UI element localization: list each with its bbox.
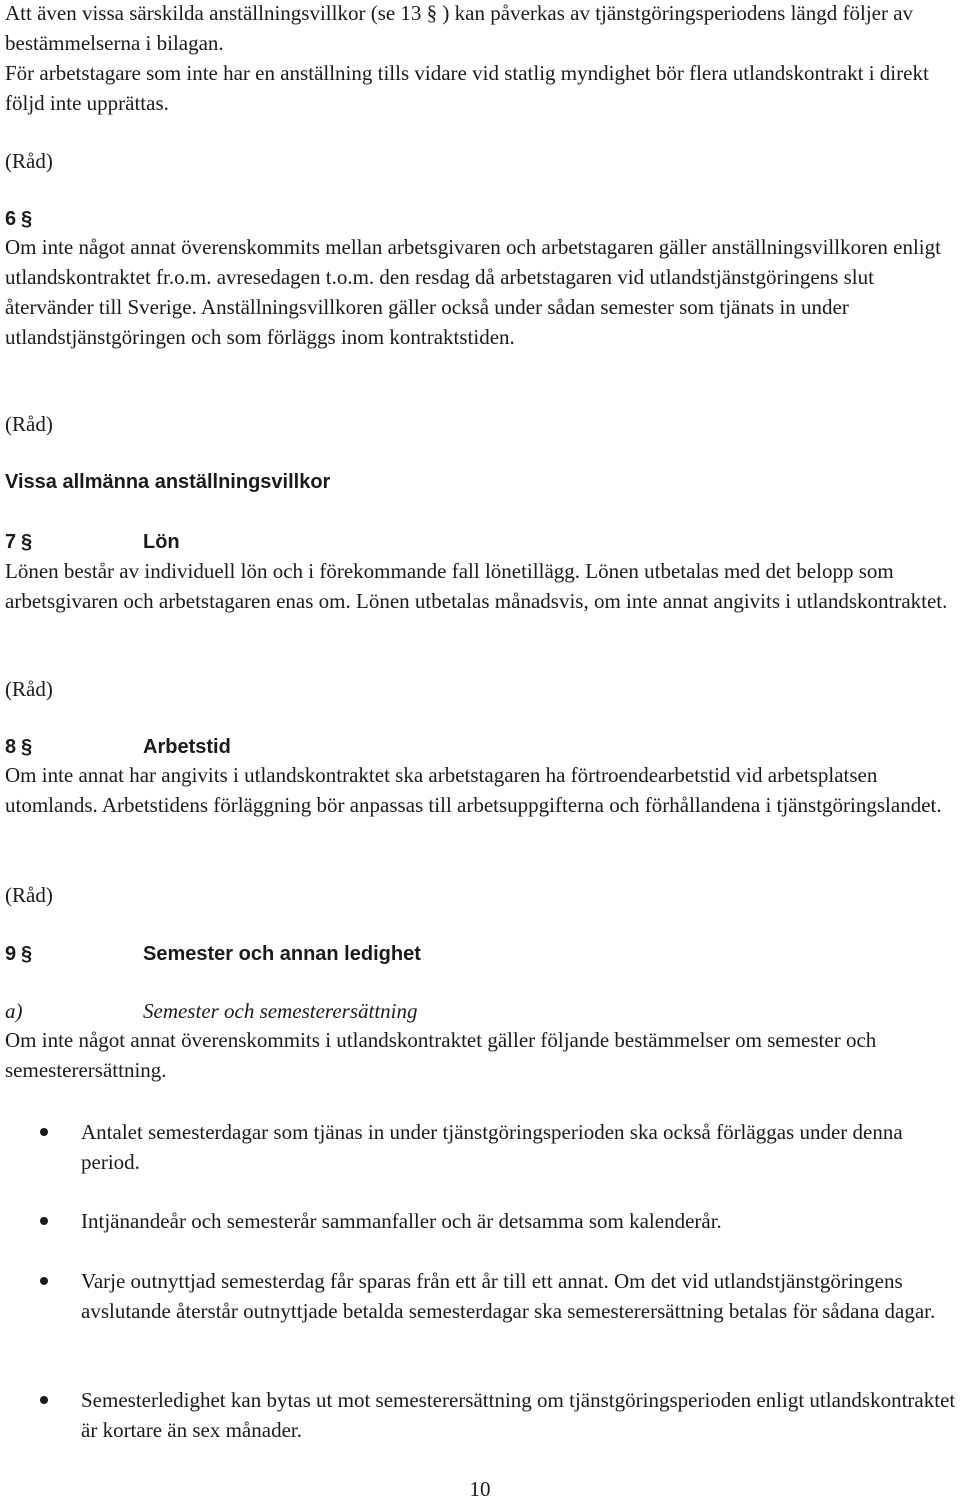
intro-line-2: För arbetstagare som inte har en anställning tills vidare vid statlig myndighet bör flera utlandskontrakt i direkt följd inte upprättas. — [5, 61, 929, 115]
section-7-body — [5, 556, 957, 616]
list-item-text: Varje outnyttjad semesterdag får sparas från ett år till ett annat. Om det vid utlandstjänstgöringens avslutande återstår outnyttjade betalda semesterdagar ska semesterersättning betalas för sådana dagar. — [81, 1269, 936, 1323]
section-8-text: Om inte annat har angivits i utlandskontraktet ska arbetstagaren ha förtroendearbetstid vid arbetsplatsen utomlands. Arbetstidens förläggning bör anpassas till arbetsuppgifterna och förhållandena i tjänstgöringslandet. — [5, 763, 942, 817]
section-title: Lön — [143, 531, 180, 553]
subsection-letter: a) — [5, 999, 23, 1023]
rad-label: (Råd) — [5, 412, 53, 436]
section-6-heading — [5, 204, 945, 234]
section-number: 6 — [5, 208, 17, 230]
rad-label: (Råd) — [5, 883, 53, 907]
section-sign: § — [21, 736, 33, 758]
section-sign: § — [21, 943, 33, 965]
section-number: 7 — [5, 531, 17, 553]
bullet-icon — [40, 1396, 48, 1404]
list-item-text: Antalet semesterdagar som tjänas in under tjänstgöringsperioden ska också förläggas under denna period. — [81, 1120, 903, 1174]
section-6-text: Om inte något annat överenskommits mellan arbetsgivaren och arbetstagaren gäller anställningsvillkoren enligt utlandskontraktet fr.o.m. avresedagen t.o.m. den resdag då arbetstagaren vid utlandstjänstgöringens slut återvänder till Sverige. Anställningsvillkoren gäller också under sådan semester som tjänats in under utlandstjänstgöringen och som förläggs inom kontraktstiden. — [5, 235, 941, 349]
section-group-heading: Vissa allmänna anställningsvillkor — [5, 471, 331, 493]
section-8-heading — [5, 732, 945, 762]
intro-paragraph — [5, 0, 957, 118]
section-title: Semester och annan ledighet — [143, 943, 421, 965]
section-sign: § — [21, 208, 33, 230]
section-9-heading — [5, 939, 945, 969]
section-7-heading — [5, 527, 945, 557]
section-sign: § — [21, 531, 33, 553]
subsection-a-text: Om inte något annat överenskommits i utlandskontraktet gäller följande bestämmelser om semester och semesterersättning. — [5, 1028, 877, 1082]
section-title: Arbetstid — [143, 736, 231, 758]
bullet-icon — [40, 1128, 48, 1136]
subsection-title: Semester och semesterersättning — [143, 999, 418, 1023]
section-7-text: Lönen består av individuell lön och i förekommande fall lönetillägg. Lönen utbetalas med det belopp som arbetsgivaren och arbetstagaren enas om. Lönen utbetalas månadsvis, om inte annat angivits i utlandskontraktet. — [5, 559, 948, 613]
section-6-body — [5, 232, 957, 352]
subsection-a-body — [5, 1025, 957, 1085]
bullet-icon — [40, 1217, 48, 1225]
list-item-text: Intjänandeår och semesterår sammanfaller och är detsamma som kalenderår. — [81, 1209, 722, 1233]
rad-label: (Råd) — [5, 149, 53, 173]
page-number: 10 — [469, 1477, 491, 1501]
intro-line-1: Att även vissa särskilda anställningsvillkor (se 13 § ) kan påverkas av tjänstgöringsperiodens längd följer av bestämmelserna i bilagan. — [5, 1, 914, 55]
rad-label: (Råd) — [5, 677, 53, 701]
section-number: 8 — [5, 736, 17, 758]
list-item-text: Semesterledighet kan bytas ut mot semesterersättning om tjänstgöringsperioden enligt utlandskontraktet är kortare än sex månader. — [81, 1388, 956, 1442]
section-8-body — [5, 760, 957, 820]
section-number: 9 — [5, 943, 17, 965]
subsection-a-heading — [5, 996, 945, 1026]
bullet-icon — [40, 1277, 48, 1285]
